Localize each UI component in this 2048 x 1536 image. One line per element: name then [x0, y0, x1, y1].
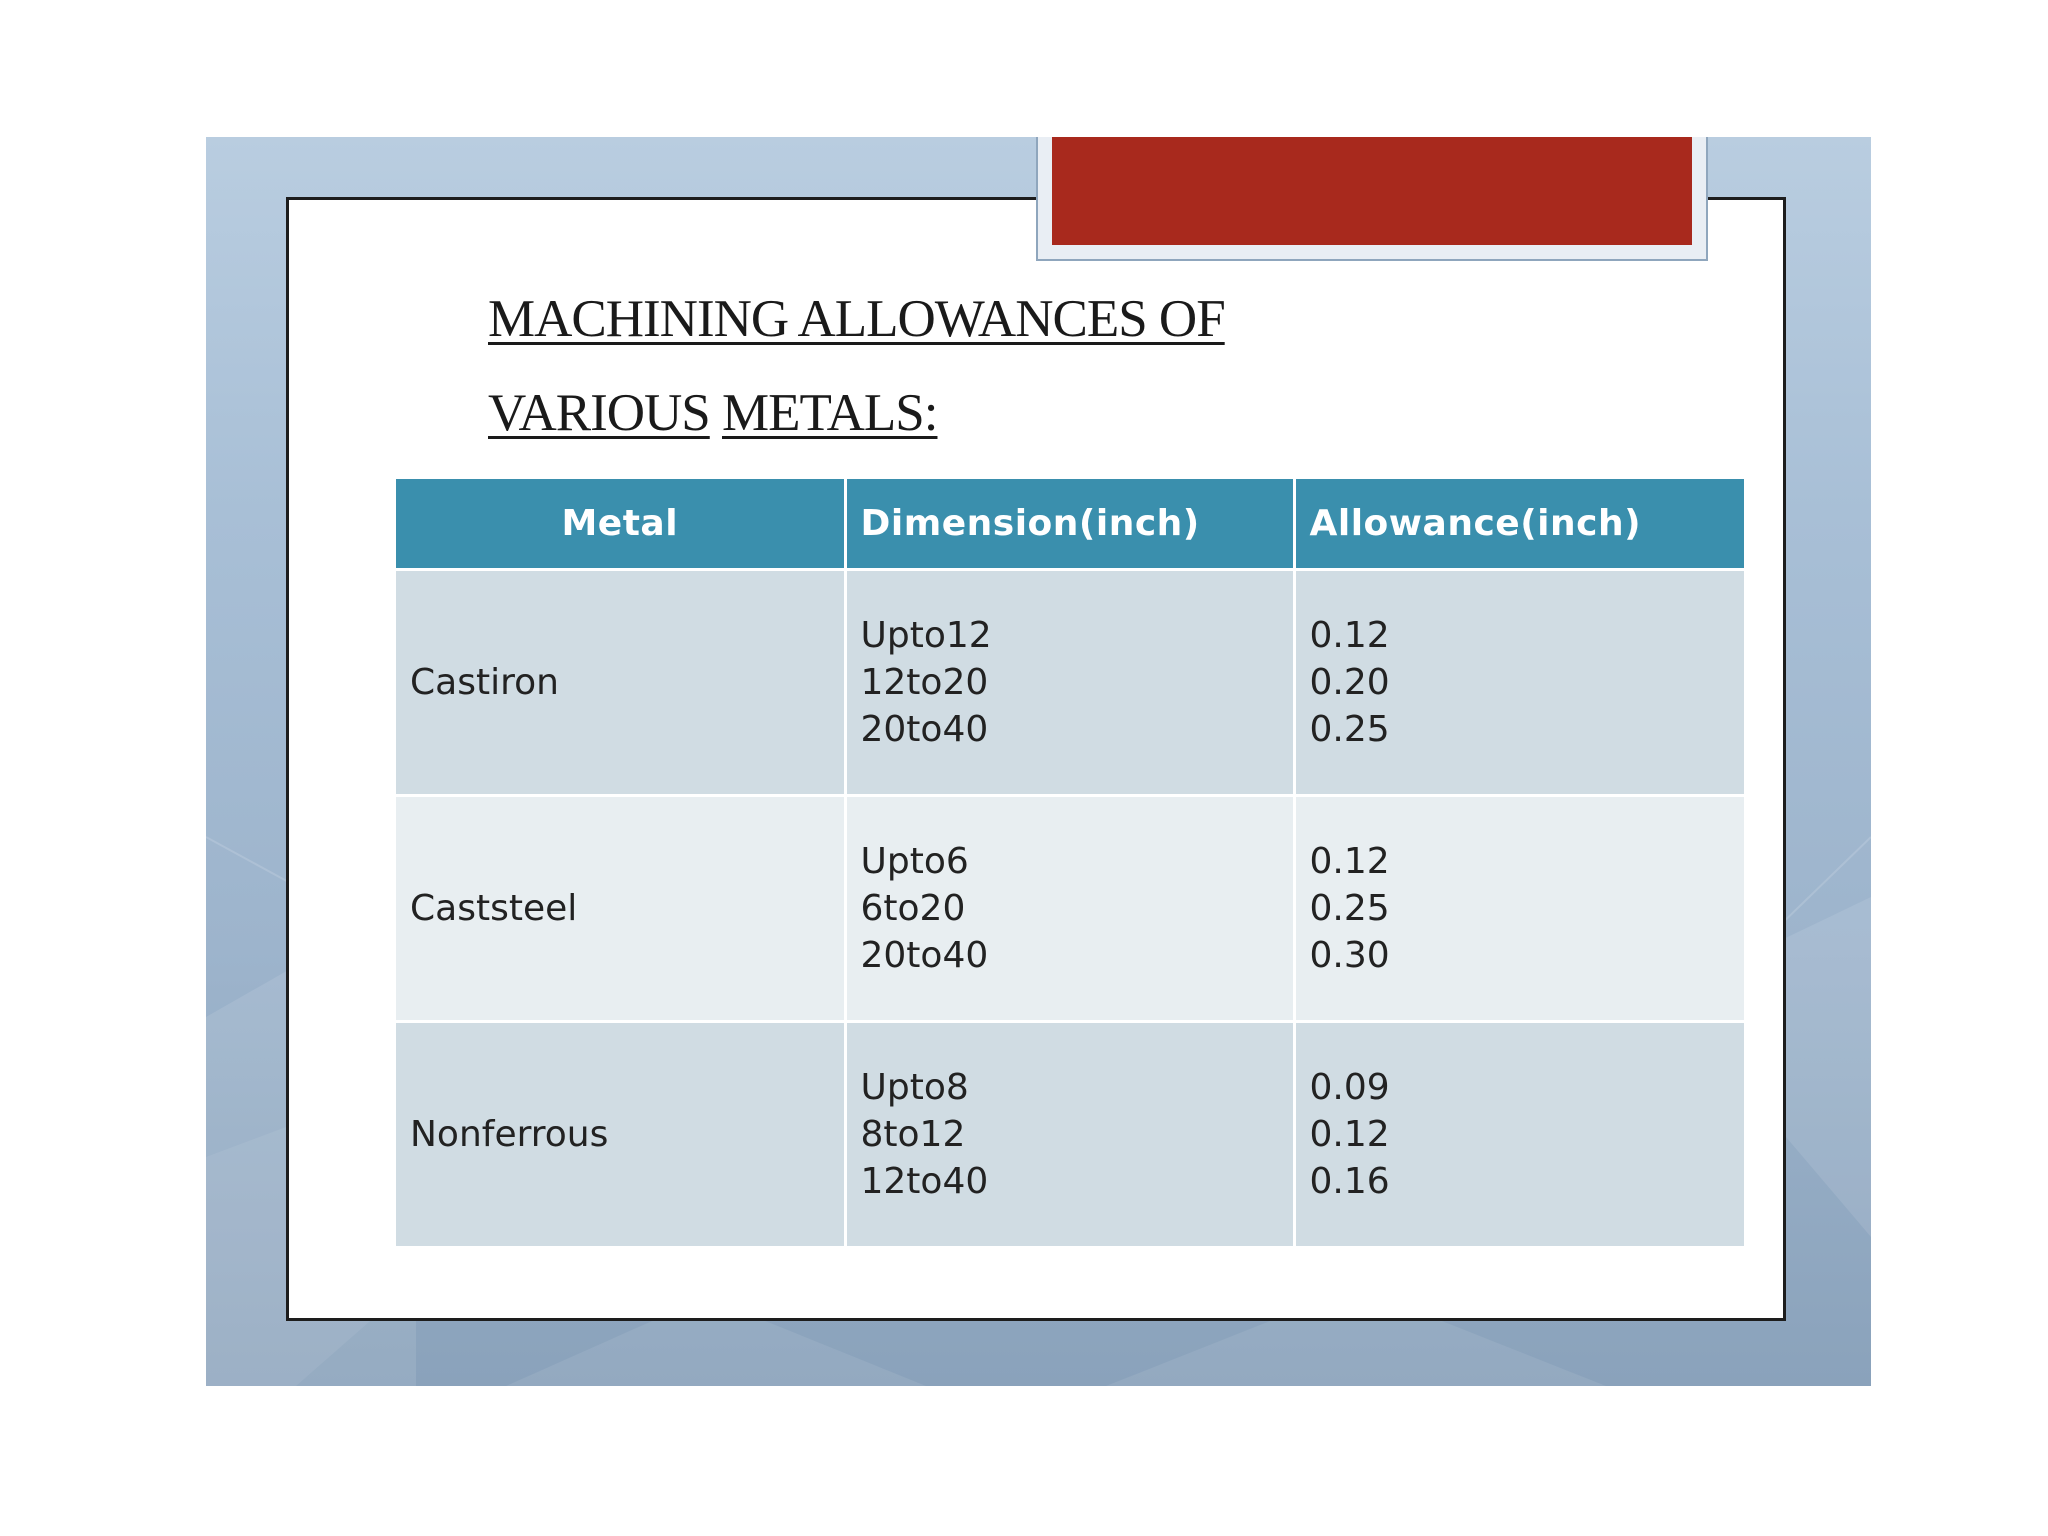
title-line-1: [488, 272, 1488, 366]
allowance-value: 0.09: [1309, 1066, 1390, 1108]
dimension-value: 6to20: [860, 887, 966, 929]
allowance-value: 0.20: [1309, 661, 1390, 703]
table-row: [396, 1021, 1744, 1247]
allowance-value: 0.12: [1309, 1113, 1390, 1155]
dimension-value: 12to20: [860, 661, 989, 703]
dimension-value: Upto12: [860, 614, 992, 656]
allowance-value: 0.30: [1309, 934, 1390, 976]
table-row: [396, 795, 1744, 1021]
allowance-cell: [1294, 1021, 1744, 1247]
title-banner: [1036, 137, 1708, 261]
allowance-value: 0.25: [1309, 708, 1390, 750]
metal-cell: Castiron: [396, 569, 845, 795]
title-text-2a: VARIOUS: [488, 384, 710, 442]
dimension-value: Upto6: [860, 840, 969, 882]
title-line-2: [488, 366, 1488, 460]
allowance-cell: [1294, 795, 1744, 1021]
column-header-allowance: Allowance(inch): [1294, 479, 1744, 569]
column-header-metal: Metal: [396, 479, 845, 569]
table-row: [396, 569, 1744, 795]
metal-cell: Nonferrous: [396, 1021, 845, 1247]
allowance-cell: [1294, 569, 1744, 795]
title-text-1: MACHINING ALLOWANCES OF: [488, 290, 1225, 348]
allowance-value: 0.25: [1309, 887, 1390, 929]
dimension-cell: [845, 795, 1294, 1021]
dimension-value: 20to40: [860, 708, 989, 750]
dimension-value: 8to12: [860, 1113, 966, 1155]
dimension-cell: [845, 1021, 1294, 1247]
dimension-value: 20to40: [860, 934, 989, 976]
column-header-dimension: Dimension(inch): [845, 479, 1294, 569]
metal-cell: Caststeel: [396, 795, 845, 1021]
allowance-value: 0.16: [1309, 1160, 1390, 1202]
dimension-value: Upto8: [860, 1066, 969, 1108]
title-text-2b: METALS:: [722, 384, 938, 442]
red-banner-fill: [1052, 137, 1692, 245]
allowance-value: 0.12: [1309, 614, 1390, 656]
allowance-value: 0.12: [1309, 840, 1390, 882]
dimension-value: 12to40: [860, 1160, 989, 1202]
allowances-table: [396, 479, 1744, 1249]
slide-title: [488, 272, 1488, 460]
dimension-cell: [845, 569, 1294, 795]
table-header-row: [396, 479, 1744, 569]
